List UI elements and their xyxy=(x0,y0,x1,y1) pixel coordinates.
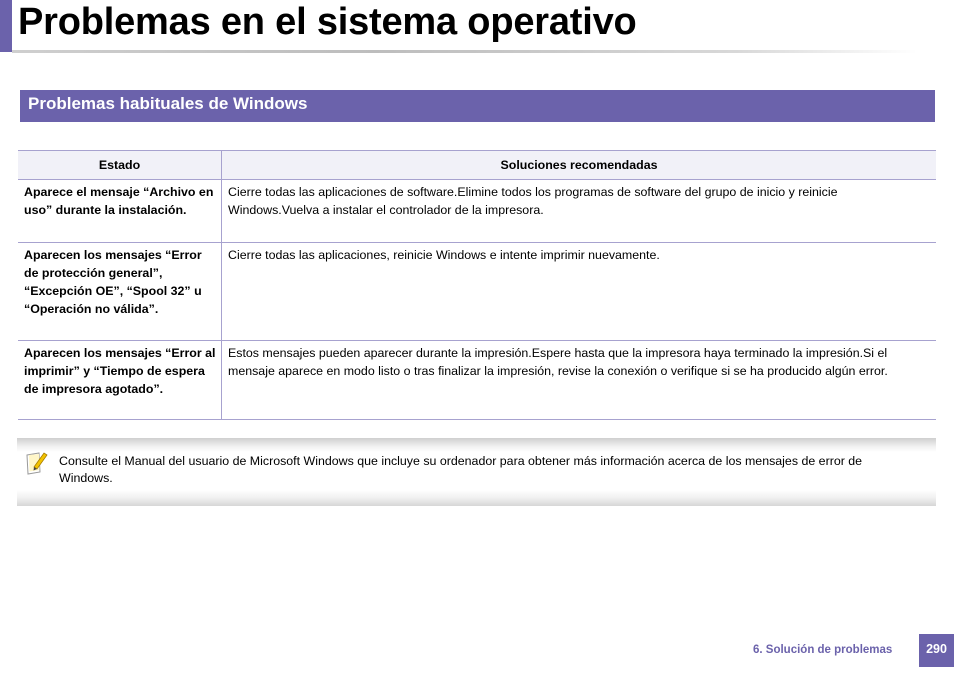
page-title: Problemas en el sistema operativo xyxy=(18,1,637,43)
table-row xyxy=(18,341,936,420)
table-row xyxy=(18,243,936,341)
page-number: 290 xyxy=(919,634,954,667)
estado-cell: Aparece el mensaje “Archivo en uso” durante la instalación. xyxy=(18,180,222,243)
note-box xyxy=(17,438,936,506)
footer-chapter: 6. Solución de problemas xyxy=(753,644,893,656)
title-divider xyxy=(12,50,917,53)
table-row xyxy=(18,180,936,243)
note-pencil-icon xyxy=(25,450,49,476)
estado-cell: Aparecen los mensajes “Error de protección general”, “Excepción OE”, “Spool 32” u “Operación no válida”. xyxy=(18,243,222,341)
title-accent-bar xyxy=(0,0,12,52)
column-header-estado: Estado xyxy=(18,151,222,180)
solucion-cell: Cierre todas las aplicaciones, reinicie Windows e intente imprimir nuevamente. xyxy=(222,243,937,341)
estado-cell: Aparecen los mensajes “Error al imprimir” y “Tiempo de espera de impresora agotado”. xyxy=(18,341,222,420)
solucion-cell: Cierre todas las aplicaciones de software.Elimine todos los programas de software del grupo de inicio y reinicie Windows.Vuelva a instalar el controlador de la impresora. xyxy=(222,180,937,243)
column-header-soluciones: Soluciones recomendadas xyxy=(222,151,937,180)
table-header-row xyxy=(18,151,936,180)
issues-table xyxy=(18,150,936,420)
note-text: Consulte el Manual del usuario de Microsoft Windows que incluye su ordenador para obtener más información acerca de los mensajes de error de Windows. xyxy=(59,454,863,485)
solucion-cell: Estos mensajes pueden aparecer durante la impresión.Espere hasta que la impresora haya terminado la impresión.Si el mensaje aparece en modo listo o tras finalizar la impresión, revise la conexión o verifique si se ha producido algún error. xyxy=(222,341,937,420)
section-heading: Problemas habituales de Windows xyxy=(20,90,935,122)
